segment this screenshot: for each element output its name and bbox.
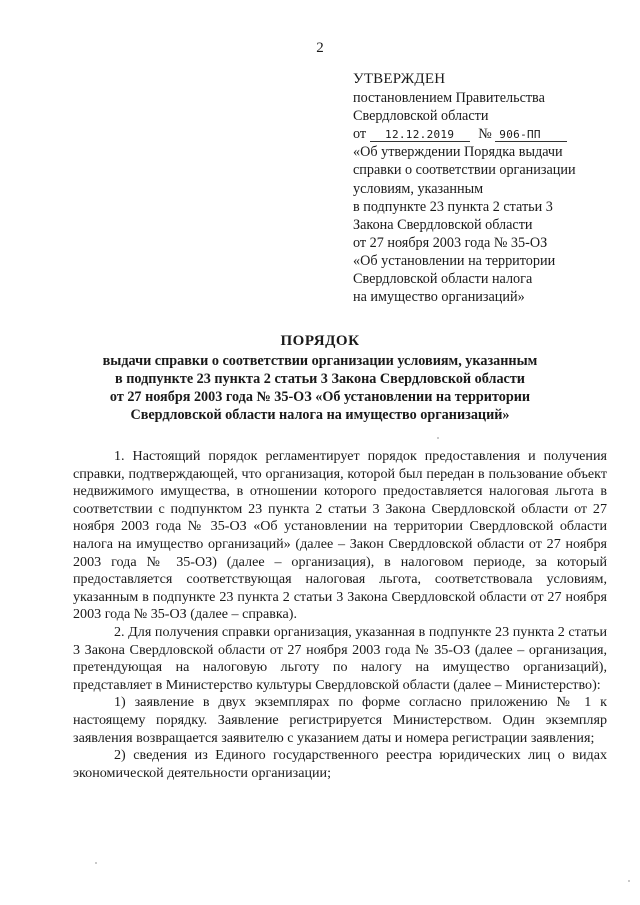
approval-desc-line: от 27 ноября 2003 года № 35-ОЗ [353,234,548,251]
approval-desc-line: условиям, указанным [353,180,484,197]
paragraph-1: 1. Настоящий порядок регламентирует порядок предоставления и получения справки, подтверждающей, что организация, которой был передан в пользование объект недвижимого имущества, в отношении которого предоставляется налоговая льгота в соответствии с подпунктом 23 пункта 2 статьи 3 Закона Свердловской области от 27 ноября 2003 года № 35-ОЗ «Об установлении на территории Свердловской области налога на имущество организаций» (далее – Закон Свердловской области от 27 ноября 2003 года № 35-ОЗ) (далее – организация), в налоговом периоде, за который предоставляется соответствующая налоговая льгота, соответствовала условиям, указанным в подпункте 23 пункта 2 статьи 3 Закона Свердловской области от 27 ноября 2003 года № 35-ОЗ (далее – справка). [73,448,607,623]
title-line: от 27 ноября 2003 года № 35-ОЗ «Об установлении на территории [109,389,531,405]
approval-date-line [353,125,603,143]
approval-desc-line: в подпункте 23 пункта 2 статьи 3 [353,198,553,215]
approval-line-2: Свердловской области [353,108,489,125]
title-line: Свердловской области налога на имущество организаций» [130,407,510,423]
title-line: в подпункте 23 пункта 2 статьи 3 Закона Свердловской области [115,371,525,387]
handwritten-date: 12.12.2019 [370,128,470,142]
approval-block [353,70,603,306]
paragraph-2-item-1: 1) заявление в двух экземплярах по форме согласно приложению № 1 к настоящему порядку. Заявление регистрируется Министерством. Один экземпляр заявления возвращается заявителю с указанием даты и номера регистрации заявления; [73,694,607,746]
approval-desc-line: «Об установлении на территории [353,252,556,269]
paragraph-2-item-2: 2) сведения из Единого государственного реестра юридических лиц о видах экономической деятельности организации; [73,747,607,781]
approval-desc-line: на имущество организаций» [353,289,525,306]
handwritten-number: 906-ПП [495,128,567,142]
approval-line-1: постановлением Правительства [353,90,545,107]
date-prefix: от [353,126,367,143]
document-body [73,448,607,782]
page-number: 2 [316,40,324,56]
scan-speck [437,437,439,439]
approval-desc-line: «Об утверждении Порядка выдачи [353,144,563,161]
paragraph-2: 2. Для получения справки организация, указанная в подпункте 23 пункта 2 статьи 3 Закона Свердловской области от 27 ноября 2003 года № 35-ОЗ (далее – организация, претендующая на налоговую льготу по налогу на имущество организаций), представляет в Министерство культуры Свердловской области (далее – Министерство): [73,623,607,693]
scan-speck [95,862,97,864]
scan-speck [628,880,630,882]
approval-desc-line: Свердловской области налога [353,271,533,288]
title-main: ПОРЯДОК [280,333,360,349]
number-prefix: № [478,126,492,143]
approval-heading: УТВЕРЖДЕН [353,71,446,87]
document-title [60,332,580,424]
approval-desc-line: Закона Свердловской области [353,216,533,233]
title-line: выдачи справки о соответствии организации условиям, указанным [102,353,538,369]
approval-desc-line: справки о соответствии организации [353,162,576,179]
